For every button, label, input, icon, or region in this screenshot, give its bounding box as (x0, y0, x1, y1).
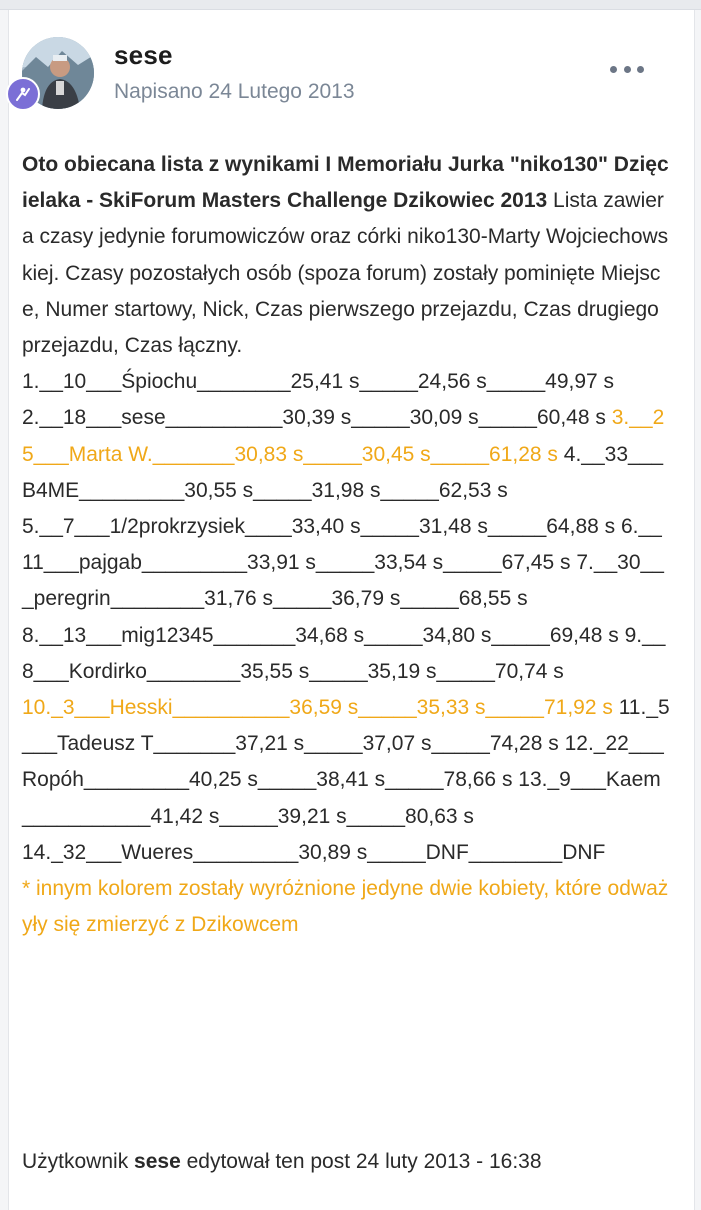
rank-badge-icon (14, 85, 32, 103)
dot (624, 66, 631, 73)
intro-bold: Oto obiecana lista z wynikami I Memoriału Jurka "niko130" Dzięcielaka - SkiForum Masters Challenge Dzikowiec 2013 (22, 153, 669, 213)
intro-text: Lista zawiera czasy jedynie forumowiczów oraz córki niko130-Marty Wojciechowskiej. Czasy pozostałych osób (spoza forum) zostały pominięte Miejsce, Numer startowy, Nick, Czas pierwszego przejazdu, Czas drugiego przejazdu, Czas łączny. (22, 189, 669, 358)
result-line: 8.__13___mig12345_______34,68 s_____34,80 s_____69,48 s (22, 623, 619, 647)
edit-note-user[interactable]: sese (134, 1150, 181, 1173)
top-bar (0, 0, 701, 10)
edit-note-prefix: Użytkownik (22, 1150, 129, 1173)
result-line: 7.__30___peregrin________31,76 s_____36,79 s_____68,55 s (22, 551, 664, 611)
result-line: 2.__18___sese__________30,39 s_____30,09 s_____60,48 s (22, 406, 606, 430)
rank-badge (6, 77, 40, 111)
author-avatar-container[interactable] (22, 37, 94, 109)
dot (637, 66, 644, 73)
result-line: 13._9___Kaem___________41,42 s_____39,21 s_____80,63 s (22, 768, 661, 828)
result-line: 1.__10___Śpiochu________25,41 s_____24,56 s_____49,97 s (22, 370, 615, 394)
result-line: 9.__8___Kordirko________35,55 s_____35,19 s_____70,74 s (22, 623, 666, 683)
result-line-highlighted: 10._3___Hesski__________36,59 s_____35,33 s_____71,92 s (22, 696, 613, 720)
result-line: 6.__11___pajgab_________33,91 s_____33,54 s_____67,45 s (22, 515, 662, 575)
result-line: 11._5___Tadeusz T_______37,21 s_____37,07 s_____74,28 s (22, 696, 670, 756)
edit-note-suffix: edytował ten post 24 luty 2013 - 16:38 (186, 1150, 542, 1173)
result-line: 5.__7___1/2prokrzysiek____33,40 s_____31,48 s_____64,88 s (22, 515, 616, 539)
result-line-highlighted: 3.__25___Marta W._______30,83 s_____30,45 s_____61,28 s (22, 406, 665, 466)
result-line: 4.__33___B4ME_________30,55 s_____31,98 s_____62,53 s (22, 442, 664, 502)
post-date[interactable]: Napisano 24 Lutego 2013 (114, 80, 355, 103)
result-line: 14._32___Wueres_________30,89 s_____DNF________DNF (22, 840, 606, 864)
edit-note (22, 1150, 542, 1174)
ellipsis-icon[interactable] (610, 58, 644, 80)
results-list (22, 370, 670, 864)
dot (610, 66, 617, 73)
result-line: 12._22___Ropóh_________40,25 s_____38,41 s_____78,66 s (22, 732, 664, 792)
footnote: * innym kolorem zostały wyróżnione jedyne dwie kobiety, które odważyły się zmierzyć z Dzikowcem (22, 877, 669, 937)
post-author[interactable]: sese (114, 40, 173, 70)
post-content (22, 147, 672, 943)
